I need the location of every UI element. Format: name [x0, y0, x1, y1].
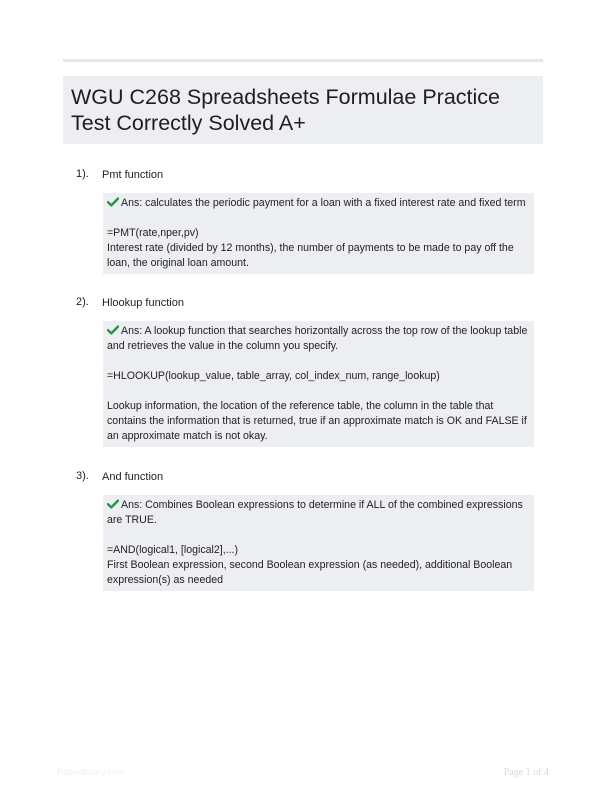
answer-lead: Ans: Combines Boolean expressions to determine if ALL of the combined expressions are TRUE. [107, 499, 523, 526]
answer-box [103, 495, 534, 591]
page-number: Page 1 of 4 [503, 767, 549, 778]
document-title: WGU C268 Spreadsheets Formulae Practice Test Correctly Solved A+ [71, 85, 500, 135]
question-prompt: Hlookup function [102, 297, 184, 309]
answer-detail: First Boolean expression, second Boolean expression (as needed), additional Boolean expression(s) as needed [107, 559, 513, 586]
answer-detail: Lookup information, the location of the reference table, the column in the table that contains the information that is returned, true if an approximate match is OK and FALSE if an approximate match is not okay. [107, 400, 527, 442]
question-number: 1). [76, 168, 89, 180]
footer-watermark: Paperlibrary.com [57, 767, 125, 777]
answer-lead: Ans: A lookup function that searches horizontally across the top row of the lookup table and retrieves the value in the column you specify. [107, 325, 528, 352]
answer-box [103, 321, 534, 447]
question-prompt: And function [102, 471, 164, 483]
question-prompt: Pmt function [102, 169, 164, 181]
answer-formula: =AND(logical1, [logical2],...) [107, 544, 239, 556]
question-number: 2). [76, 296, 89, 308]
checkmark-icon [107, 325, 119, 335]
answer-formula: =HLOOKUP(lookup_value, table_array, col_index_num, range_lookup) [107, 370, 440, 382]
checkmark-icon [107, 197, 119, 207]
question-number: 3). [76, 470, 89, 482]
top-divider [63, 59, 543, 62]
answer-formula: =PMT(rate,nper,pv) [107, 227, 199, 239]
answer-detail: Interest rate (divided by 12 months), the number of payments to be made to pay off the loan, the original loan amount. [107, 242, 514, 269]
checkmark-icon [107, 499, 119, 509]
answer-lead: Ans: calculates the periodic payment for a loan with a fixed interest rate and fixed term [121, 197, 526, 209]
title-banner [63, 76, 543, 144]
answer-box [103, 193, 534, 274]
